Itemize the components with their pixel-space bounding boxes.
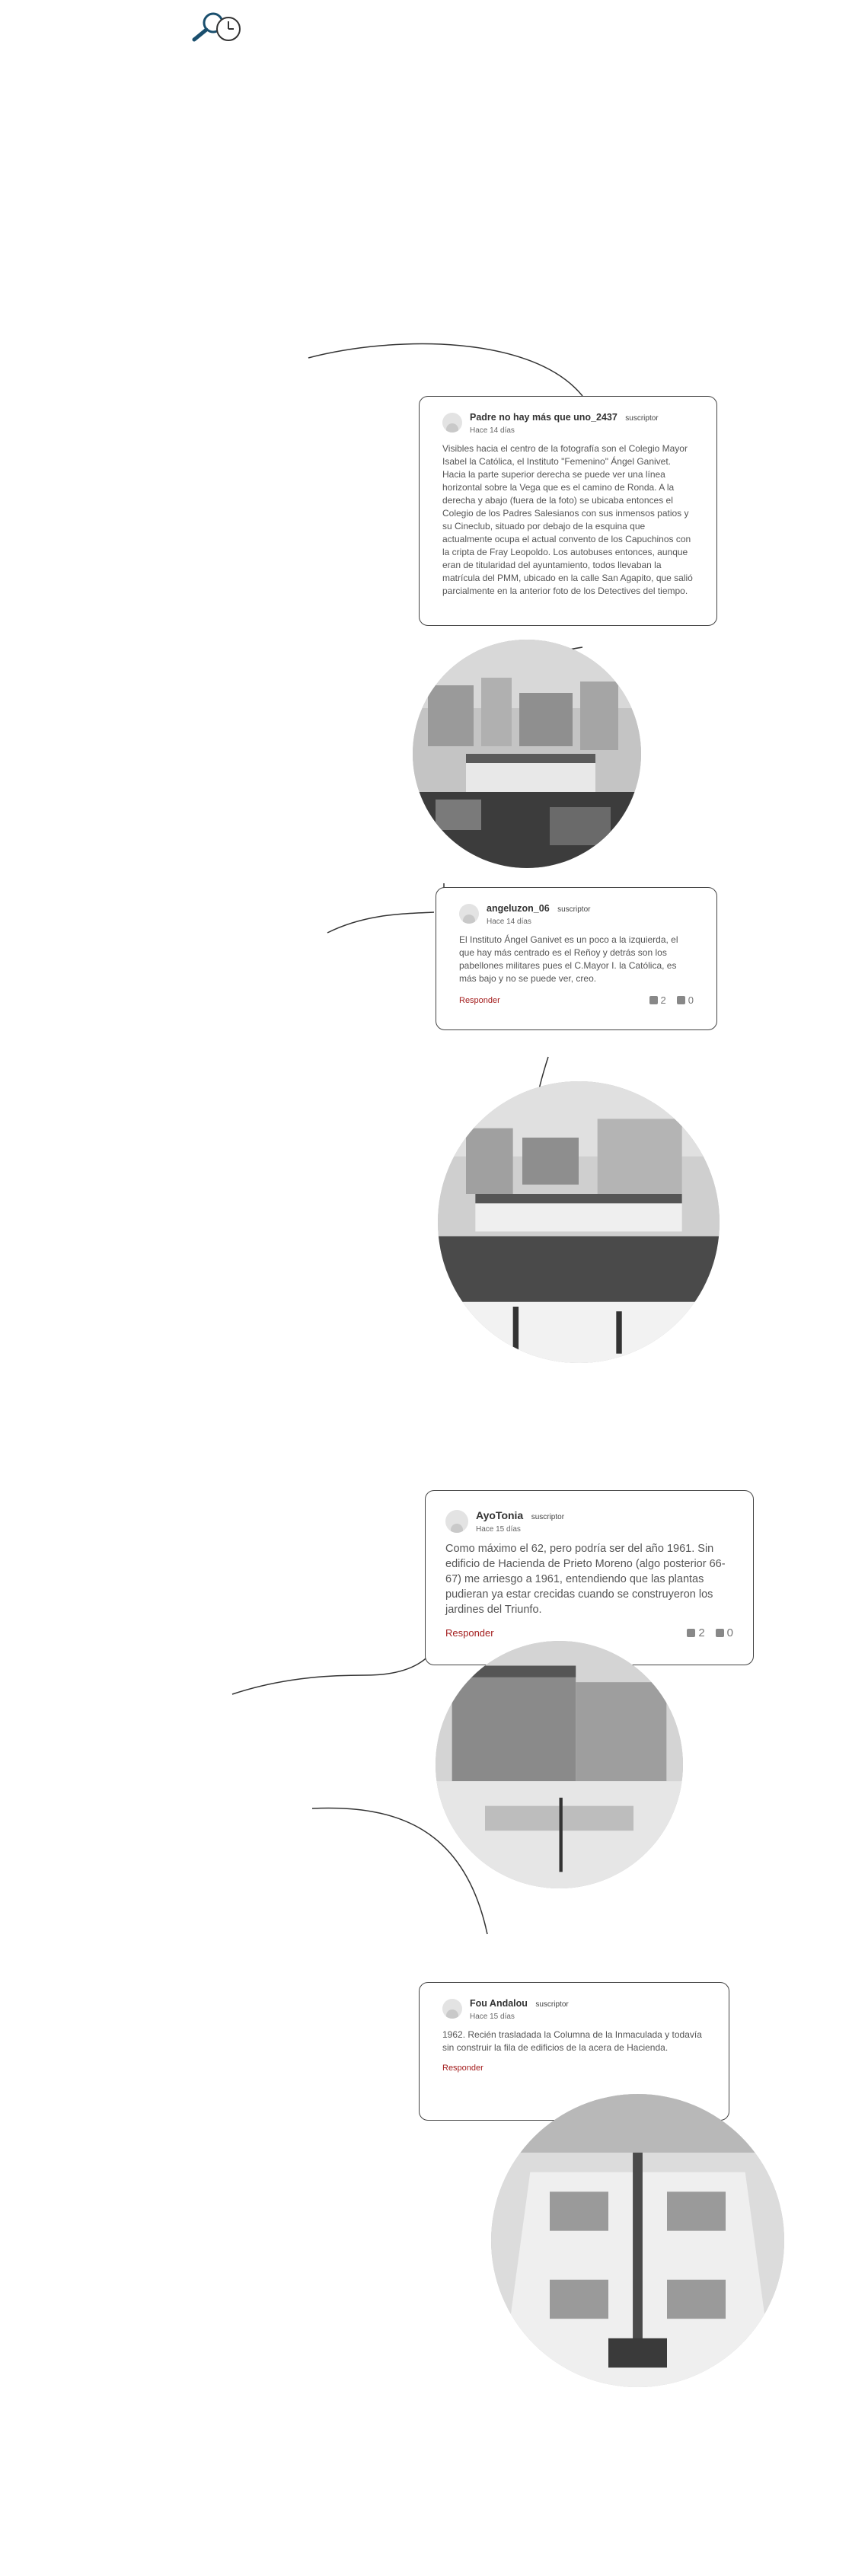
avatar — [442, 1999, 462, 2019]
reply-button[interactable]: Responder — [445, 1627, 494, 1639]
comment-author[interactable]: AyoTonia — [476, 1509, 524, 1521]
subscriber-badge: suscriptor — [625, 414, 659, 423]
thumbs-down-icon — [716, 1629, 724, 1637]
comment-author[interactable]: angeluzon_06 — [487, 903, 550, 914]
comment-text: El Instituto Ángel Ganivet es un poco a la izquierda, el que hay más centrado es el Reñoy y detrás son los pabellones militares pues el C.Mayor I. la Católica, es más bajo y no se puede ver, creo. — [459, 934, 678, 984]
subscriber-badge: suscriptor — [531, 1513, 565, 1521]
avatar — [459, 904, 479, 924]
dislike-button[interactable]: 0 — [677, 994, 694, 1006]
historic-photo — [413, 640, 641, 868]
comment-time: Hace 15 días — [476, 1525, 521, 1534]
comment-text: 1962. Recién trasladada la Columna de la Inmaculada y todavía sin construir la fila de edificios de la acera de Hacienda. — [442, 2029, 702, 2053]
comment-card — [419, 1982, 729, 2121]
comment-author[interactable]: Padre no hay más que uno_2437 — [470, 412, 617, 423]
comment-card — [425, 1490, 754, 1665]
thumbs-up-icon — [687, 1629, 695, 1637]
comment-text: Visibles hacia el centro de la fotografía son el Colegio Mayor Isabel la Católica, el Instituto "Femenino" Ángel Ganivet. Hacia la parte superior derecha se puede ver una línea horizontal sobre la Vega que es el camino de Ronda. A la derecha y abajo (fuera de la foto) se ubicaba entonces el Colegio de los Padres Salesianos con sus inmensos patios y su Cineclub, situado por debajo de la esquina que actualmente ocupa el actual convento de los Capuchinos con la cripta de Fray Leopoldo. Los autobuses entonces, aunque eran de titularidad del ayuntamiento, todos llevaban la matrícula del PMM, ubicado en la calle San Agapito, que salió parcialmente en la anterior foto de los Detectives del tiempo. — [442, 443, 693, 596]
avatar — [445, 1510, 468, 1533]
historic-photo — [438, 1081, 720, 1363]
subscriber-badge: suscriptor — [535, 2000, 569, 2009]
avatar — [442, 413, 462, 433]
comment-text: Como máximo el 62, pero podría ser del año 1961. Sin edificio de Hacienda de Prieto Moreno (algo posterior 66-67) me arriesgo a 1961, entendiendo que las plantas pudieran ya estar crecidas cuando se construyeron los jardines del Triunfo. — [445, 1543, 726, 1616]
like-button[interactable]: 2 — [687, 1626, 704, 1639]
comment-time: Hace 14 días — [470, 426, 515, 435]
comment-time: Hace 15 días — [470, 2013, 515, 2021]
comment-card — [436, 887, 717, 1030]
historic-photo — [436, 1641, 683, 1888]
historic-photo — [491, 2094, 784, 2387]
thumbs-up-icon — [649, 996, 658, 1004]
dislike-button[interactable]: 0 — [716, 1626, 733, 1639]
subscriber-badge: suscriptor — [557, 905, 591, 914]
comment-author[interactable]: Fou Andalou — [470, 1998, 528, 2009]
thumbs-down-icon — [677, 996, 685, 1004]
comment-time: Hace 14 días — [487, 918, 531, 926]
reply-button[interactable]: Responder — [442, 2064, 483, 2073]
detectives-logo-icon — [187, 6, 247, 44]
like-button[interactable]: 2 — [649, 994, 666, 1006]
reply-button[interactable]: Responder — [459, 995, 500, 1005]
comment-card — [419, 396, 717, 626]
